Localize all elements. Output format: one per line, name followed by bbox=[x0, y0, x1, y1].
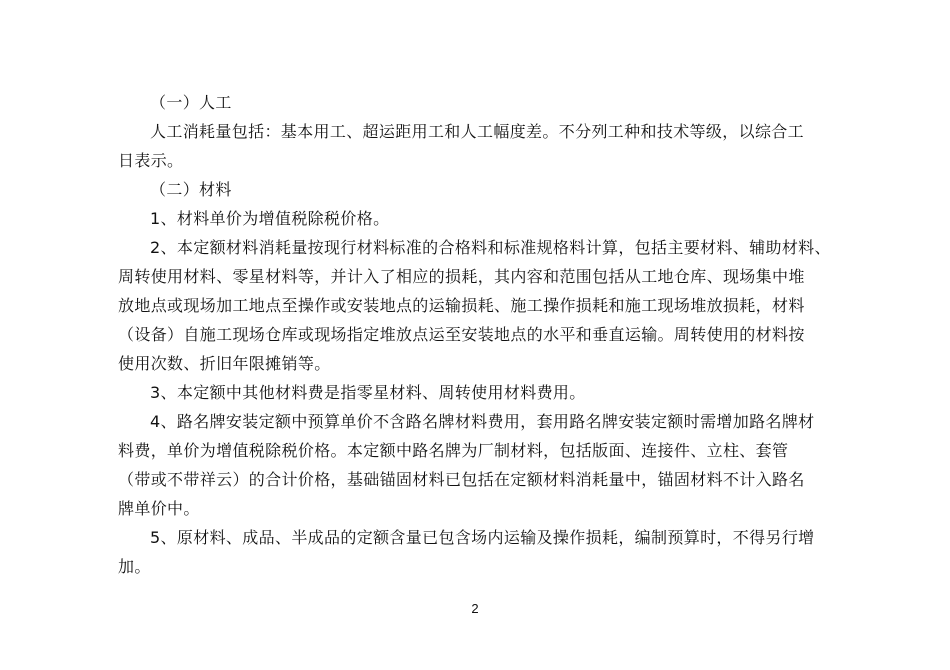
section-heading-labor: （一）人工 bbox=[150, 93, 232, 112]
paragraph-line: 周转使用材料、零星材料等，并计入了相应的损耗，其内容和范围包括从工地仓库、现场集中堆 bbox=[118, 267, 805, 286]
paragraph-line: 放地点或现场加工地点至操作或安装地点的运输损耗、施工操作损耗和施工现场堆放损耗，材料 bbox=[118, 296, 805, 315]
paragraph-line: 人工消耗量包括：基本用工、超运距用工和人工幅度差。不分列工种和技术等级，以综合工 bbox=[150, 122, 805, 141]
paragraph-line: 5、原材料、成品、半成品的定额含量已包含场内运输及操作损耗，编制预算时，不得另行增 bbox=[150, 528, 815, 547]
paragraph-line: 牌单价中。 bbox=[118, 499, 200, 518]
page-number: 2 bbox=[471, 601, 479, 616]
paragraph-line: 3、本定额中其他材料费是指零星材料、周转使用材料费用。 bbox=[150, 383, 586, 402]
paragraph-line: 2、本定额材料消耗量按现行材料标准的合格料和标准规格料计算，包括主要材料、辅助材料、 bbox=[150, 238, 831, 257]
paragraph-line: 料费，单价为增值税除税价格。本定额中路名牌为厂制材料，包括版面、连接件、立柱、套管 bbox=[118, 441, 789, 460]
paragraph-line: 4、路名牌安装定额中预算单价不含路名牌材料费用，套用路名牌安装定额时需增加路名牌材 bbox=[150, 412, 815, 431]
paragraph-line: 加。 bbox=[118, 557, 151, 576]
paragraph-line: 1、材料单价为增值税除税价格。 bbox=[150, 209, 390, 228]
paragraph-line: 使用次数、折旧年限摊销等。 bbox=[118, 354, 331, 373]
paragraph-line: 日表示。 bbox=[118, 151, 184, 170]
paragraph-line: （带或不带祥云）的合计价格，基础锚固材料已包括在定额材料消耗量中，锚固材料不计入路名 bbox=[118, 470, 805, 489]
paragraph-line: （设备）自施工现场仓库或现场指定堆放点运至安装地点的水平和垂直运输。周转使用的材料按 bbox=[118, 325, 805, 344]
section-heading-materials: （二）材料 bbox=[150, 180, 232, 199]
